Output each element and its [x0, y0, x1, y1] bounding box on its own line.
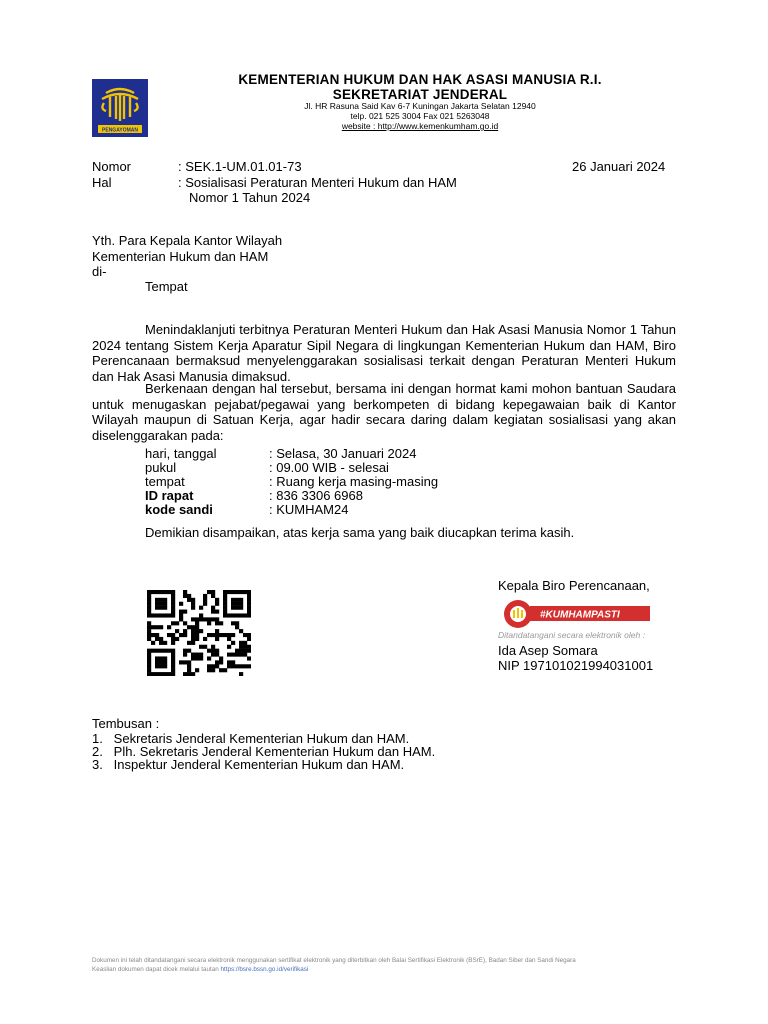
signatory-nip: NIP 197101021994031001 [498, 658, 654, 673]
letter-date: 26 Januari 2024 [572, 159, 666, 174]
detail-value-time: : 09.00 WIB - selesai [269, 460, 389, 475]
body-paragraph-2: Berkenaan dengan hal tersebut, bersama ini dengan hormat kami mohon bantuan Saudara untuk menugaskan pejabat/pegawai yang berkompeten di bidang kepegawaian baik di Kantor Wilayah maupun di Satuan Kerja, agar hadir secara daring dalam kegiatan sosialisasi yang akan diselenggarakan pada: [92, 381, 676, 443]
closing-sentence: Demikian disampaikan, atas kerja sama yang baik diucapkan terima kasih. [145, 525, 575, 540]
e-signature-note: Ditandatangani secara elektronik oleh : [498, 630, 645, 640]
body-paragraph-1: Menindaklanjuti terbitnya Peraturan Menteri Hukum dan Hak Asasi Manusia Nomor 1 Tahun 2024 tentang Sistem Kerja Aparatur Sipil Negara di lingkungan Kementerian Hukum dan HAM, Biro Perencanaan bermaksud menyelenggarakan sosialisasi terkait dengan Peraturan Menteri Hukum dan Hak Asasi Manusia dimaksud. [92, 322, 676, 384]
detail-label-date: hari, tanggal [145, 446, 217, 461]
recipient-line3: di- [92, 264, 107, 279]
stamp-text: #KUMHAMPASTI [540, 609, 620, 621]
detail-value-date: : Selasa, 30 Januari 2024 [269, 446, 417, 461]
recipient-line4: Tempat [145, 279, 188, 294]
detail-label-passcode: kode sandi [145, 502, 213, 517]
detail-label-meeting-id: ID rapat [145, 488, 194, 503]
signatory-name: Ida Asep Somara [498, 643, 598, 658]
tembusan-item: 3. Inspektur Jenderal Kementerian Hukum dan HAM. [92, 757, 405, 772]
detail-value-passcode: : KUMHAM24 [269, 502, 349, 517]
nomor-value: : SEK.1-UM.01.01-73 [178, 159, 302, 174]
footer-verification-text: Keaslian dokumen dapat dicek melalui tautan [92, 966, 219, 973]
verification-link[interactable]: https://bsre.bssn.go.id/verifikasi [220, 966, 309, 973]
detail-label-time: pukul [145, 460, 177, 475]
hal-label: Hal [92, 175, 112, 190]
recipient-line2: Kementerian Hukum dan HAM [92, 249, 269, 264]
tembusan-item: 2. Plh. Sekretaris Jenderal Kementerian Hukum dan HAM. [92, 744, 436, 759]
hal-value: : Sosialisasi Peraturan Menteri Hukum dan HAM [178, 175, 457, 190]
tembusan-label: Tembusan : [92, 716, 160, 731]
nomor-label: Nomor [92, 159, 132, 174]
recipient-line1: Yth. Para Kepala Kantor Wilayah [92, 233, 283, 248]
unit-name: SEKRETARIAT JENDERAL [332, 87, 508, 102]
logo-caption: PENGAYOMAN [102, 127, 138, 134]
qr-code[interactable] [147, 590, 251, 676]
kumham-pasti-stamp [500, 598, 670, 630]
phone-fax: telp. 021 525 3004 Fax 021 5263048 [350, 111, 490, 121]
detail-value-place: : Ruang kerja masing-masing [269, 474, 439, 489]
footer-verification [92, 966, 692, 973]
footer-disclaimer: Dokumen ini telah ditandatangani secara elektronik menggunakan sertifikat elektronik yang diterbitkan oleh Balai Sertifikasi Elektronik (BSrE), Badan Siber dan Sandi Negara [92, 957, 576, 964]
detail-value-meeting-id: : 836 3306 6968 [269, 488, 363, 503]
detail-label-place: tempat [145, 474, 185, 489]
ministry-name: KEMENTERIAN HUKUM DAN HAK ASASI MANUSIA R.I. [238, 72, 602, 87]
pengayoman-logo [92, 79, 148, 137]
hal-value-cont: Nomor 1 Tahun 2024 [189, 190, 311, 205]
website-link[interactable]: website : http://www.kemenkumham.go.id [341, 121, 499, 131]
address: Jl. HR Rasuna Said Kav 6-7 Kuningan Jakarta Selatan 12940 [304, 101, 536, 111]
tembusan-item: 1. Sekretaris Jenderal Kementerian Hukum dan HAM. [92, 731, 410, 746]
signatory-title: Kepala Biro Perencanaan, [498, 578, 650, 593]
